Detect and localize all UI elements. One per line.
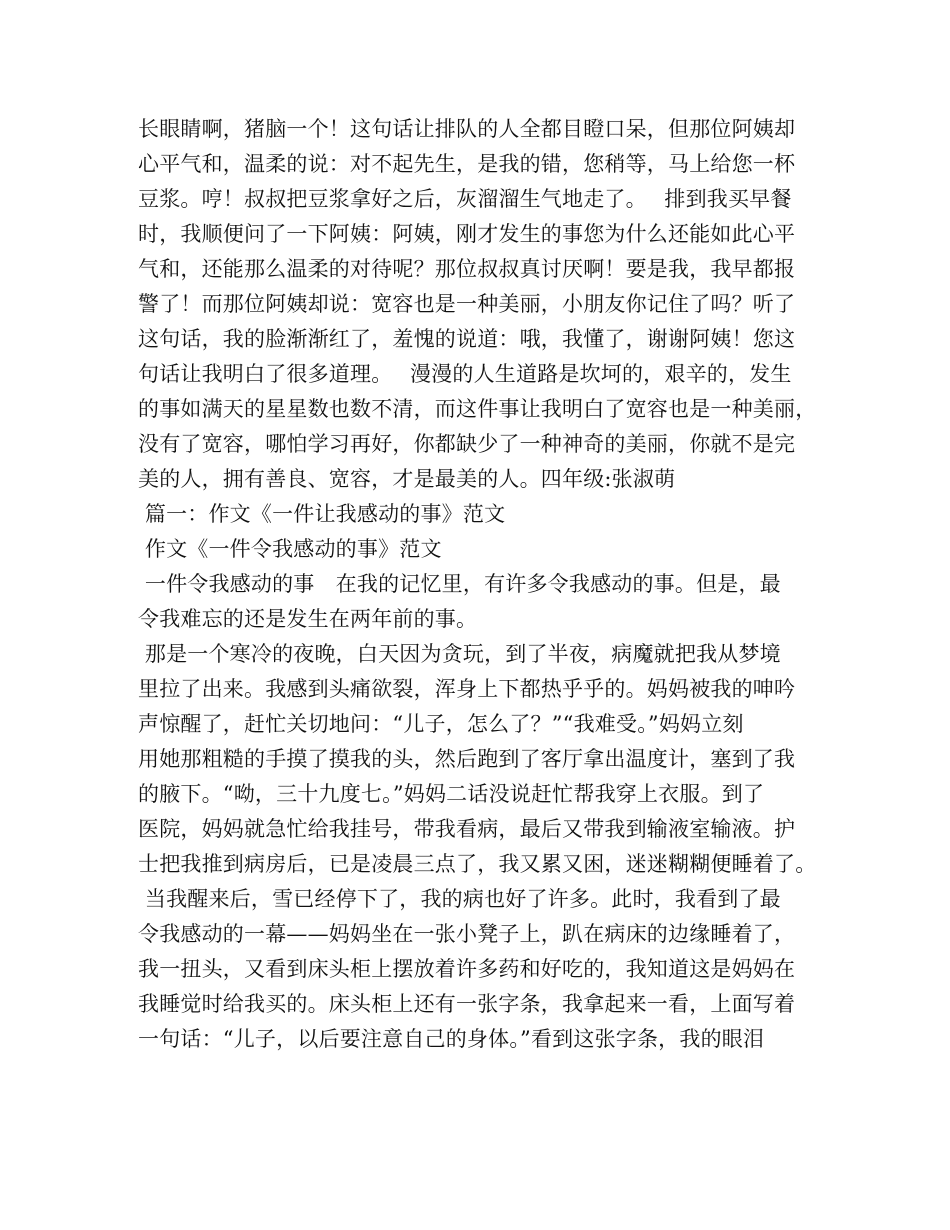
text-line: 美的人，拥有善良、宽容，才是最美的人。四年级:张淑萌 xyxy=(138,467,676,491)
text-line: 时，我顺便问了一下阿姨：阿姨，刚才发生的事您为什么还能如此心平 xyxy=(138,222,796,246)
text-line: 士把我推到病房后，已是凌晨三点了，我又累又困，迷迷糊糊便睡着了。 xyxy=(138,852,817,876)
text-line: 那是一个寒冷的夜晚，白天因为贪玩，到了半夜，病魔就把我从梦境 xyxy=(138,642,781,666)
text-line: 令我难忘的还是发生在两年前的事。 xyxy=(138,607,478,631)
text-line: 我一扭头，又看到床头柜上摆放着许多药和好吃的，我知道这是妈妈在 xyxy=(138,957,796,981)
text-line: 没有了宽容，哪怕学习再好，你都缺少了一种神奇的美丽，你就不是完 xyxy=(138,432,796,456)
text-line: 警了！而那位阿姨却说：宽容也是一种美丽，小朋友你记住了吗？听了 xyxy=(138,292,796,316)
text-line: 的事如满天的星星数也数不清，而这件事让我明白了宽容也是一种美丽， xyxy=(138,397,817,421)
text-line: 气和，还能那么温柔的对待呢？那位叔叔真讨厌啊！要是我，我早都报 xyxy=(138,257,796,281)
text-line: 心平气和，温柔的说：对不起先生，是我的错，您稍等，马上给您一杯 xyxy=(138,152,796,176)
section-heading: 篇一：作文《一件让我感动的事》范文 xyxy=(138,502,506,526)
text-line: 我睡觉时给我买的。床头柜上还有一张字条，我拿起来一看，上面写着 xyxy=(138,992,796,1016)
text-line: 的腋下。“呦，三十九度七。”妈妈二话没说赶忙帮我穿上衣服。到了 xyxy=(138,782,765,806)
text-line: 声惊醒了，赶忙关切地问：“儿子，怎么了？”“我难受。”妈妈立刻 xyxy=(138,712,744,736)
text-line: 里拉了出来。我感到头痛欲裂，浑身上下都热乎乎的。妈妈被我的呻吟 xyxy=(138,677,796,701)
text-line: 这句话，我的脸渐渐红了，羞愧的说道：哦，我懂了，谢谢阿姨！您这 xyxy=(138,327,796,351)
essay-title: 作文《一件令我感动的事》范文 xyxy=(138,537,442,561)
text-line: 医院，妈妈就急忙给我挂号，带我看病，最后又带我到输液室输液。护 xyxy=(138,817,796,841)
text-line: 一句话：“儿子，以后要注意自己的身体。”看到这张字条，我的眼泪 xyxy=(138,1027,765,1051)
text-line: 当我醒来后，雪已经停下了，我的病也好了许多。此时，我看到了最 xyxy=(138,887,781,911)
text-line: 句话让我明白了很多道理。 漫漫的人生道路是坎坷的，艰辛的，发生 xyxy=(138,362,792,386)
text-line: 用她那粗糙的手摸了摸我的头，然后跑到了客厅拿出温度计，塞到了我 xyxy=(138,747,796,771)
text-line: 一件令我感动的事 在我的记忆里，有许多令我感动的事。但是，最 xyxy=(138,572,781,596)
text-line: 令我感动的一幕——妈妈坐在一张小凳子上，趴在病床的边缘睡着了， xyxy=(138,922,796,946)
text-line: 豆浆。哼！叔叔把豆浆拿好之后，灰溜溜生气地走了。 排到我买早餐 xyxy=(138,187,792,211)
text-line: 长眼睛啊，猪脑一个！这句话让排队的人全都目瞪口呆，但那位阿姨却 xyxy=(138,117,796,141)
